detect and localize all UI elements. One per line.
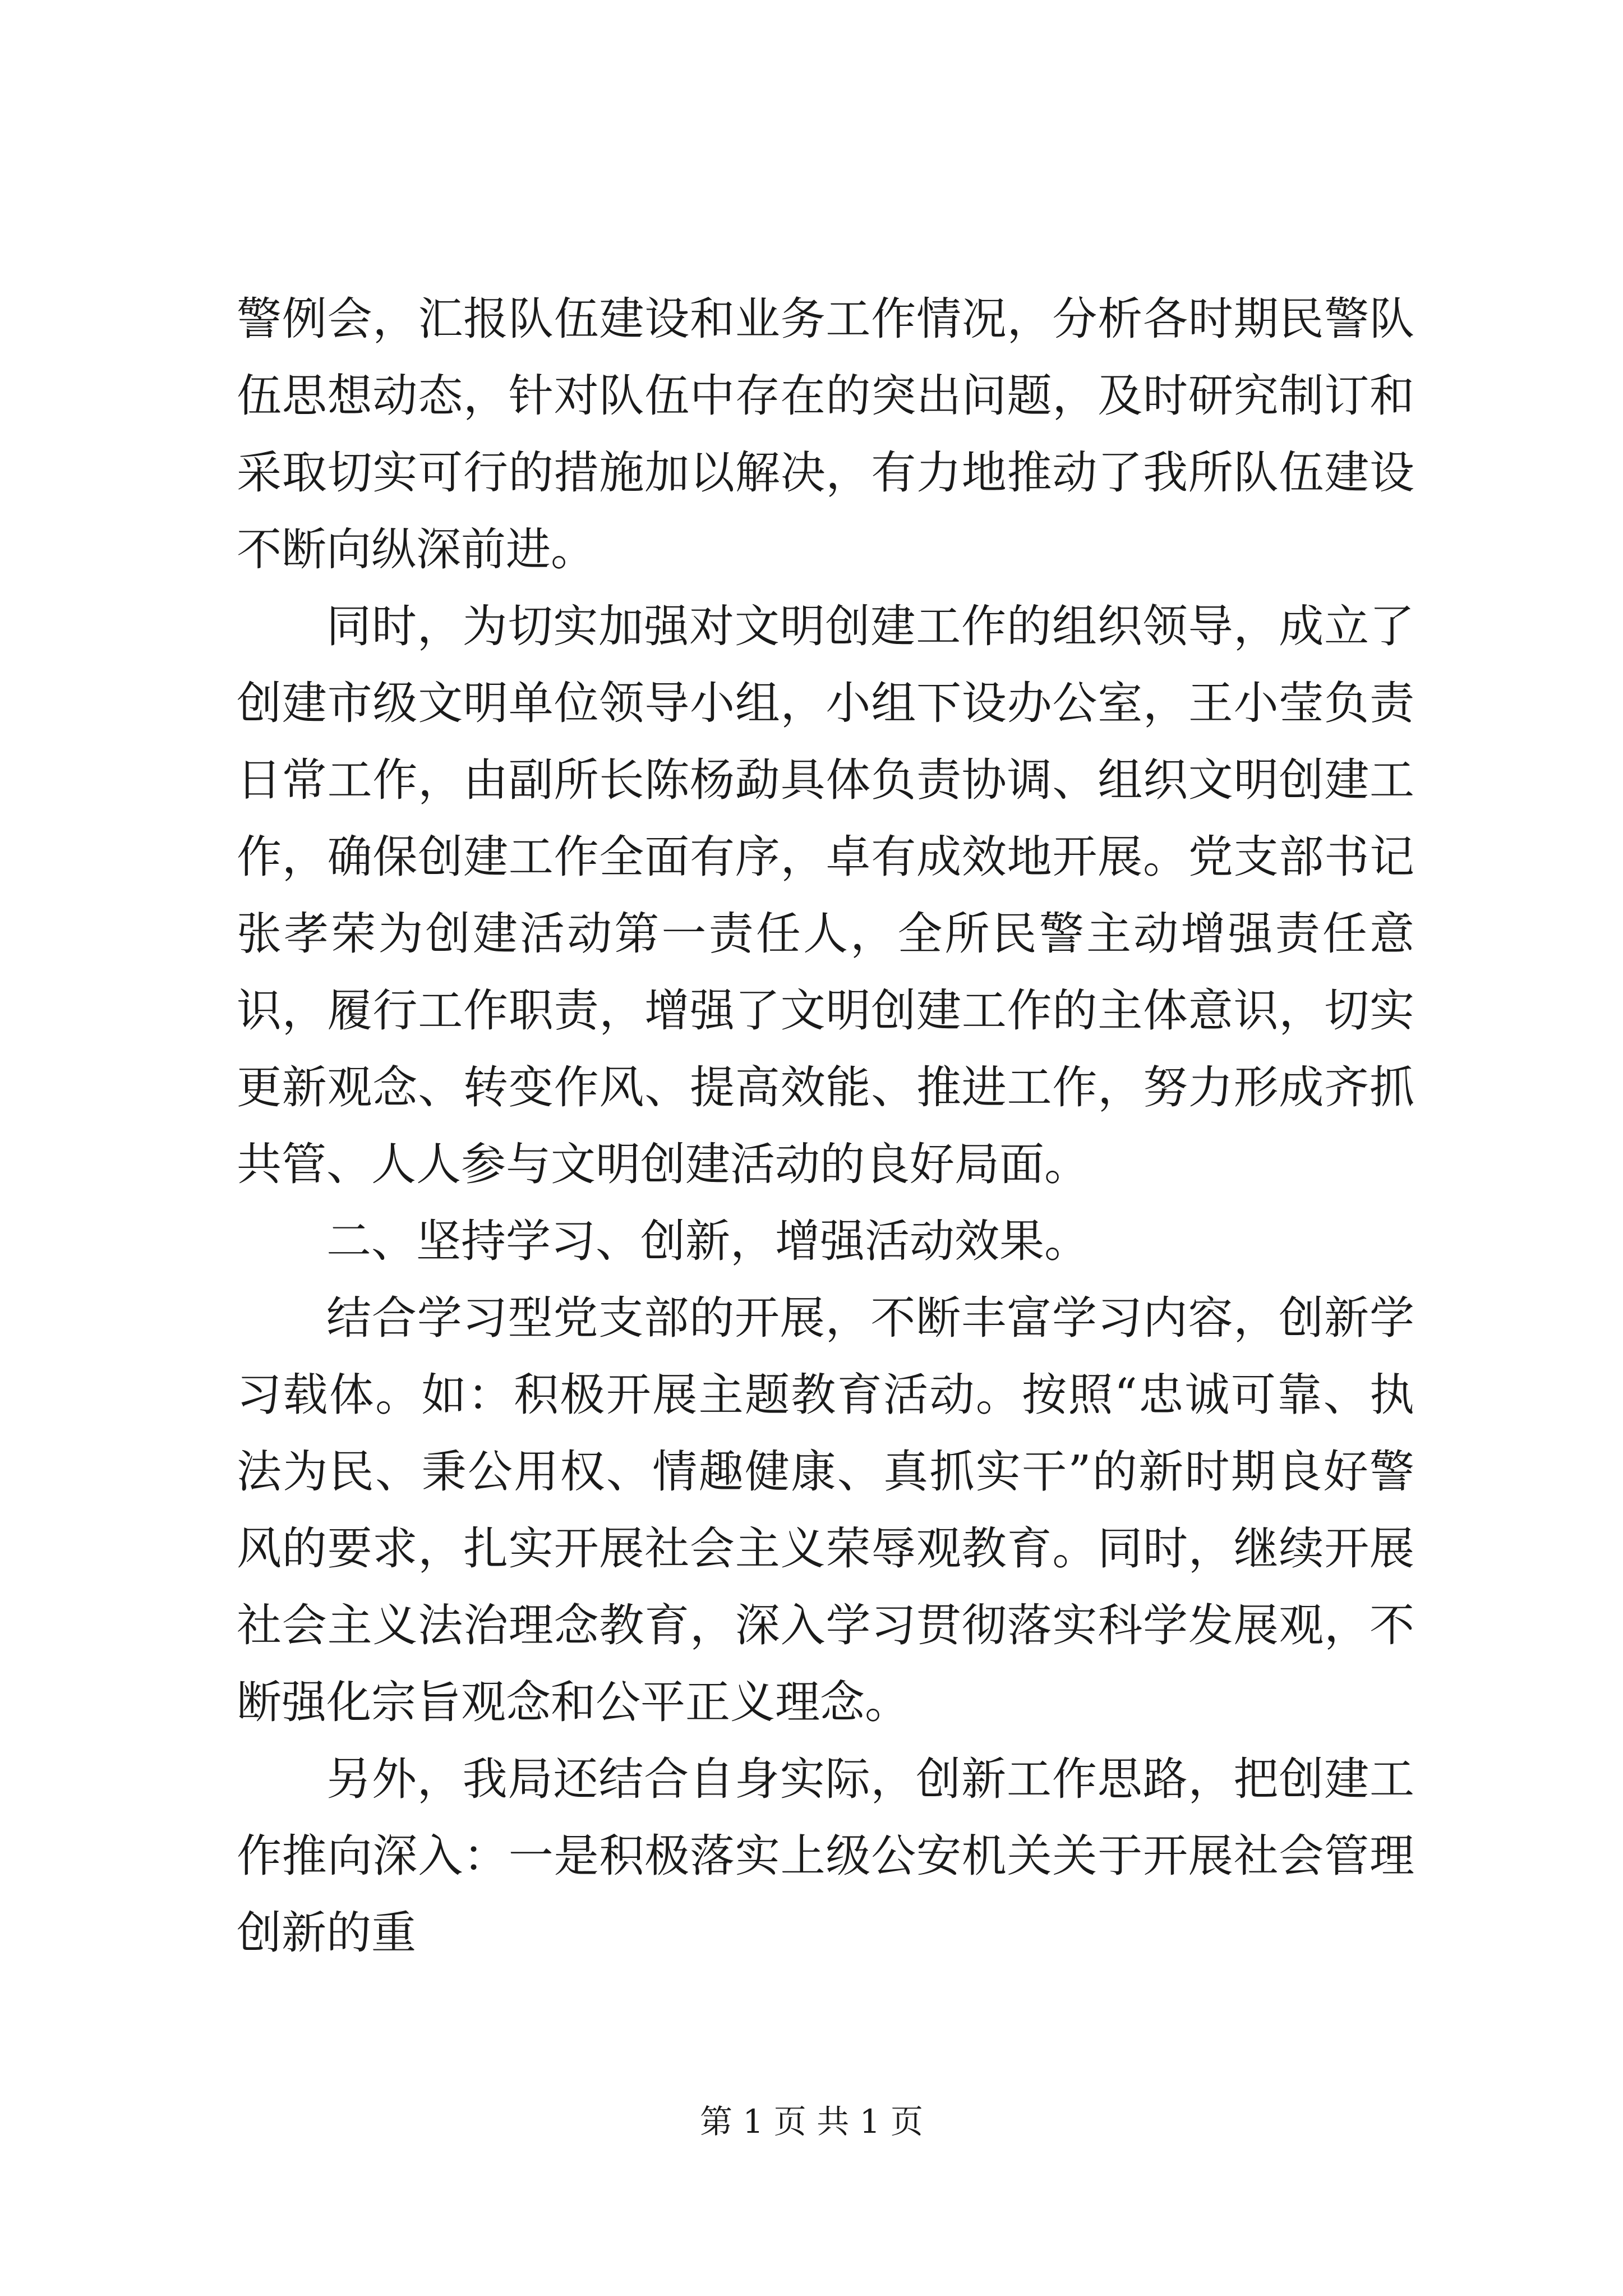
paragraph-innovation: 另外，我局还结合自身实际，创新工作思路，把创建工作推向深入：一是积极落实上级公安机关关于开展社会管理创新的重 xyxy=(237,1753,1414,1959)
paragraph-organization: 同时，为切实加强对文明创建工作的组织领导，成立了创建市级文明单位领导小组，小组下设办公室，王小莹负责日常工作，由副所长陈杨勐具体负责协调、组织文明创建工作，确保创建工作全面有序，卓有成效地开展。党支部书记张孝荣为创建活动第一责任人，全所民警主动增强责任意识，履行工作职责，增强了文明创建工作的主体意识，切实更新观念、转变作风、提高效能、推进工作，努力形成齐抓共管、人人参与文明创建活动的良好局面。 xyxy=(237,600,1414,1190)
section-heading: 二、坚持学习、创新，增强活动效果。 xyxy=(326,1215,1089,1267)
page-number-footer: 第 1 页 共 1 页 xyxy=(700,2102,923,2141)
document-body xyxy=(237,280,1414,1971)
paragraph-continuation: 警例会，汇报队伍建设和业务工作情况，分析各时期民警队伍思想动态，针对队伍中存在的突出问题，及时研究制订和采取切实可行的措施加以解决，有力地推动了我所队伍建设不断向纵深前进。 xyxy=(237,293,1414,576)
paragraph-learning: 结合学习型党支部的开展，不断丰富学习内容，创新学习载体。如：积极开展主题教育活动。按照“忠诚可靠、执法为民、秉公用权、情趣健康、真抓实干”的新时期良好警风的要求，扎实开展社会主义荣辱观教育。同时，继续开展社会主义法治理念教育，深入学习贯彻落实科学发展观，不断强化宗旨观念和公平正义理念。 xyxy=(237,1292,1414,1728)
